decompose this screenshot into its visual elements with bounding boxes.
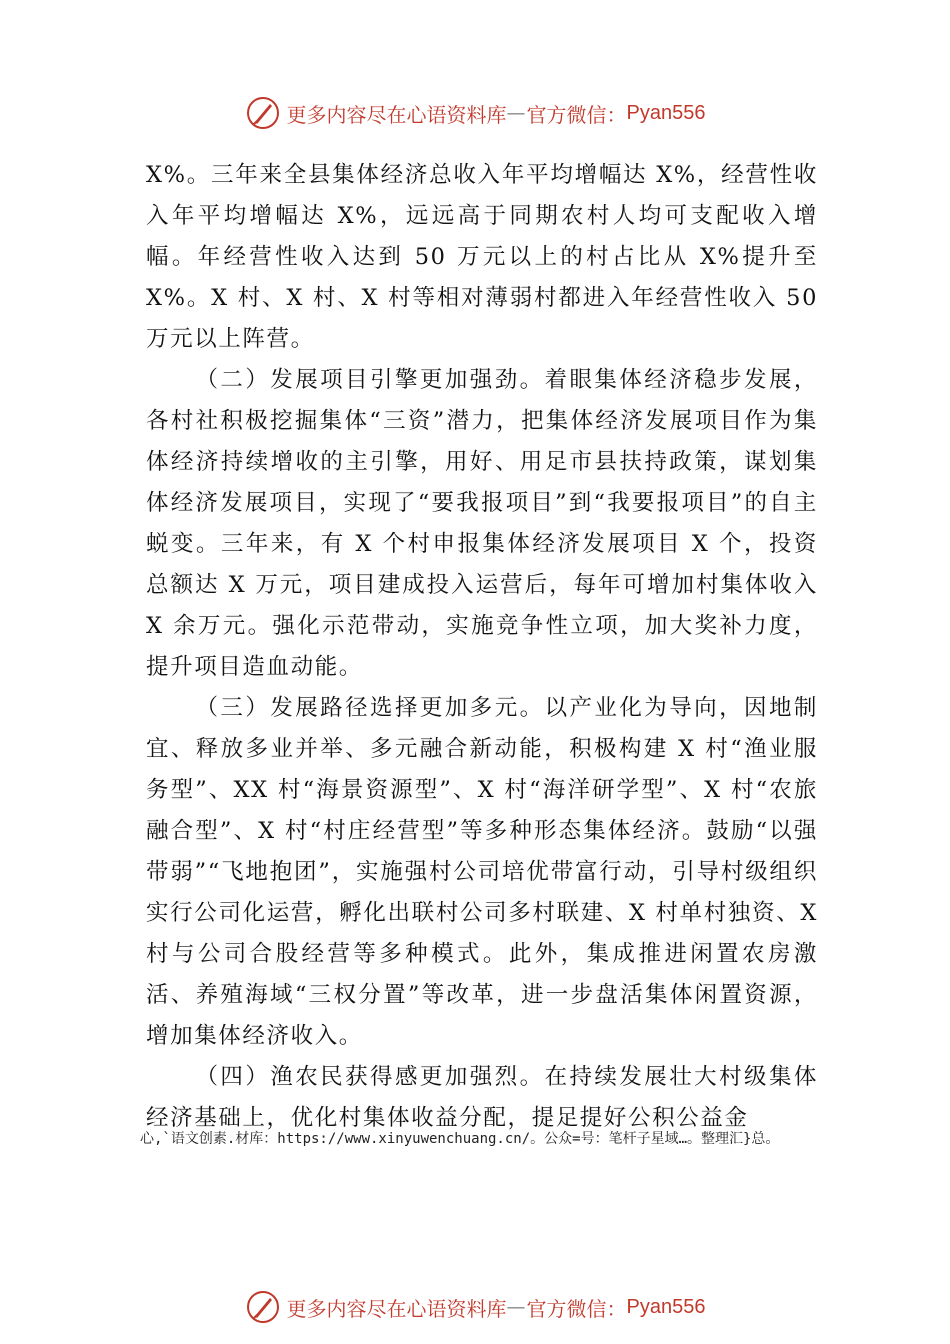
section-heading-4: （四）渔农民获得感更加强烈。 <box>195 1064 545 1090</box>
banner-wechat-label: 官方微信： <box>526 102 627 127</box>
quill-pen-logo-icon <box>245 1289 281 1325</box>
banner-site-text: 更多内容尽在心语资料库 <box>286 1296 507 1321</box>
banner-wechat-account: Pyan556 <box>626 1295 706 1318</box>
section-heading-2: （二）发展项目引擎更加强劲。 <box>195 367 545 393</box>
document-body <box>146 155 818 1139</box>
quill-pen-logo-icon <box>245 95 281 131</box>
paragraph-development-path <box>146 688 818 1057</box>
paragraph-body-4: 在持续发展壮大村级集体经济基础上，优化村集体收益分配，提足提好公积公益金 <box>146 1064 818 1131</box>
banner-wechat-label: 官方微信： <box>526 1296 627 1321</box>
paragraph-project-engine <box>146 360 818 688</box>
section-heading-3: （三）发展路径选择更加多元。 <box>195 695 545 721</box>
paragraph-income-growth: X%。三年来全县集体经济总收入年平均增幅达 X%，经营性收入年平均增幅达 X%，远远高于同期农村人均可支配收入增幅。年经营性收入达到 50 万元以上的村占比从 X%提升至 X%。X 村、X 村、X 村等相对薄弱村都进入年经营性收入 50 万元以上阵营。 <box>146 162 818 352</box>
banner-dash: — <box>506 1296 527 1318</box>
paragraph-sense-of-gain <box>146 1057 818 1139</box>
paragraph-body-3: 以产业化为导向，因地制宜、释放多业并举、多元融合新动能，积极构建 X 村“渔业服务型”、XX 村“海景资源型”、X 村“海洋研学型”、X 村“农旅融合型”、X 村“村庄经营型”等多种形态集体经济。鼓励“以强带弱”“飞地抱团”，实施强村公司培优带富行动，引导村级组织实行公司化运营，孵化出联村公司多村联建、X 村单村独资、X 村与公司合股经营等多种模式。此外，集成推进闲置农房激活、养殖海域“三权分置”等改革，进一步盘活集体闲置资源，增加集体经济收入。 <box>146 695 818 1049</box>
paragraph-body-2: 着眼集体经济稳步发展，各村社积极挖掘集体“三资”潜力，把集体经济发展项目作为集体经济持续增收的主引擎，用好、用足市县扶持政策，谋划集体经济发展项目，实现了“要我报项目”到“我要报项目”的自主蜕变。三年来，有 X 个村申报集体经济发展项目 X 个，投资总额达 X 万元，项目建成投入运营后，每年可增加村集体收入 X 余万元。强化示范带动，实施竞争性立项，加大奖补力度，提升项目造血动能。 <box>146 367 818 680</box>
header-watermark-banner <box>0 93 950 133</box>
footer-watermark-banner <box>0 1287 950 1327</box>
source-footnote: 心,`语文创素.材库：https://www.xinyuwenchuang.cn/。公众=号：笔杆子星域…。整理汇}总。 <box>140 1131 780 1147</box>
banner-wechat-account: Pyan556 <box>626 101 706 124</box>
banner-site-text: 更多内容尽在心语资料库 <box>286 102 507 127</box>
banner-dash: — <box>506 102 527 124</box>
